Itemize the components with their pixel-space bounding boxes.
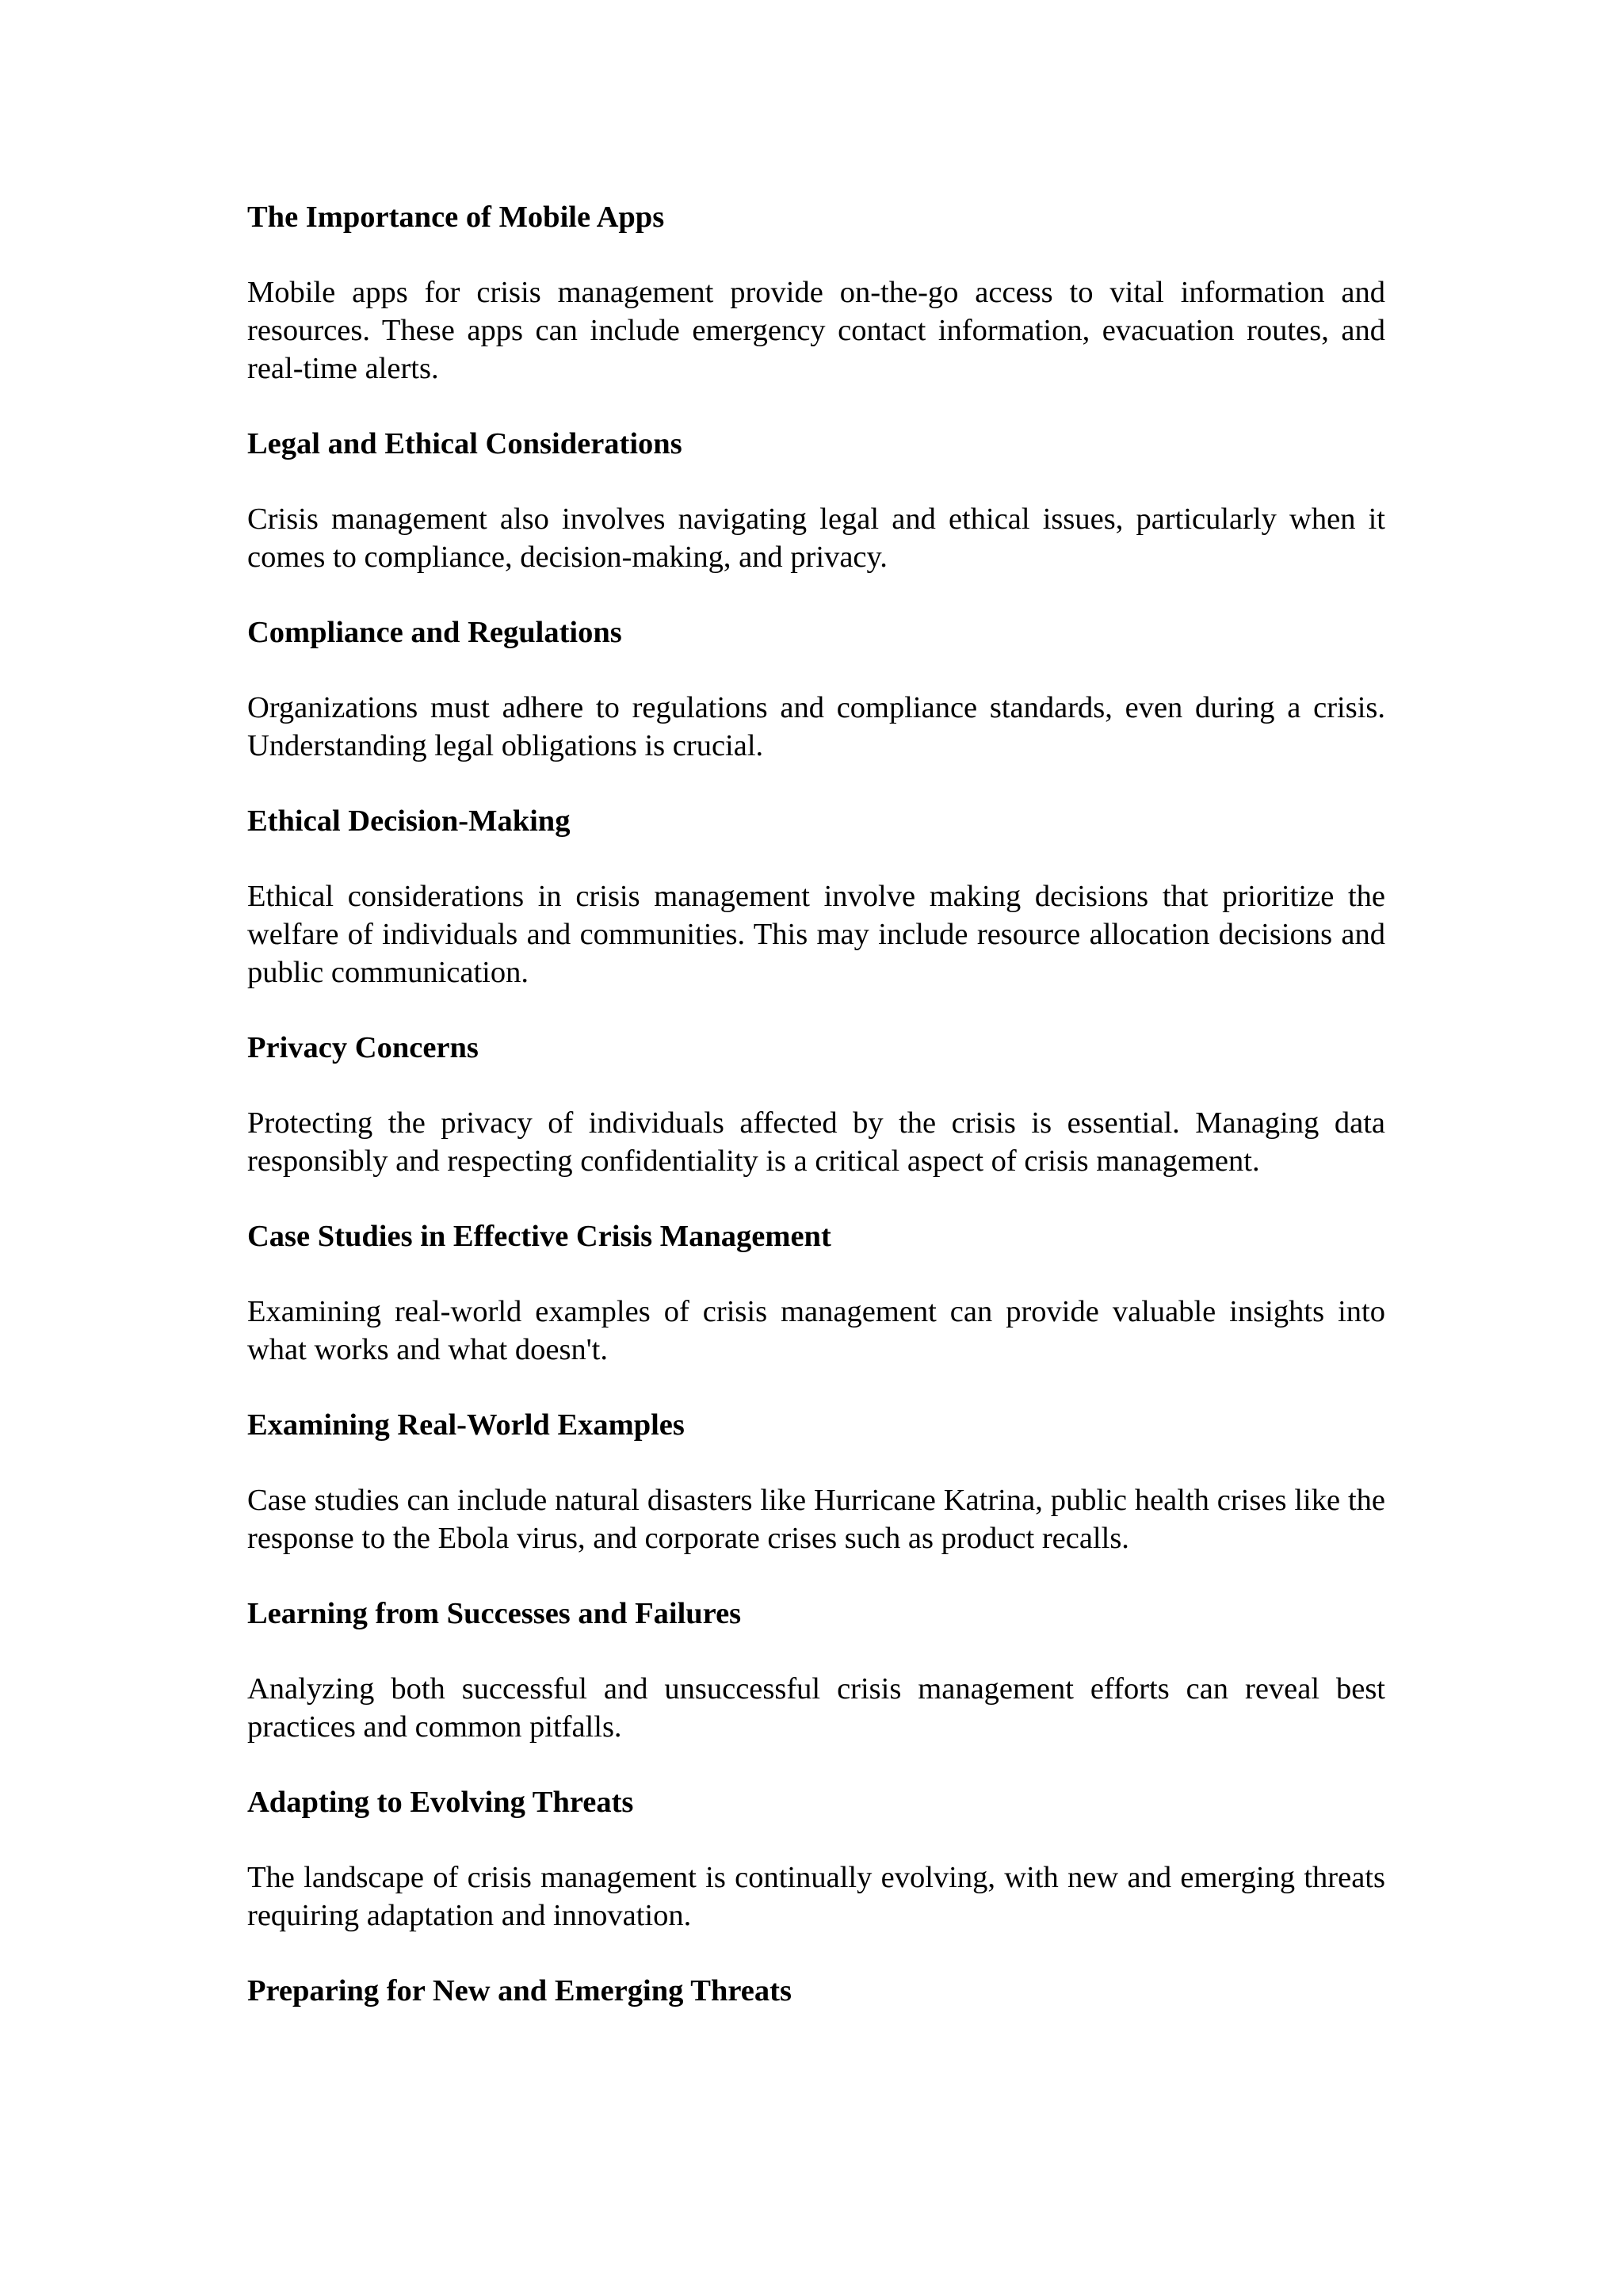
section-paragraph: Analyzing both successful and unsuccessful crisis management efforts can reveal best practices and common pitfalls. <box>247 1672 1385 1744</box>
section-paragraph: Protecting the privacy of individuals affected by the crisis is essential. Managing data responsibly and respecting confidentiality is a critical aspect of crisis management. <box>247 1106 1385 1178</box>
section-heading: Privacy Concerns <box>247 1031 479 1064</box>
section-paragraph: Ethical considerations in crisis management involve making decisions that prioritize the welfare of individuals and communities. This may include resource allocation decisions and public communication. <box>247 880 1385 989</box>
section-heading: Preparing for New and Emerging Threats <box>247 1974 792 2008</box>
section-heading: Ethical Decision-Making <box>247 804 571 838</box>
section-paragraph: Organizations must adhere to regulations and compliance standards, even during a crisis. Understanding legal obligations is crucial. <box>247 691 1385 762</box>
section-heading: Learning from Successes and Failures <box>247 1597 742 1630</box>
section-heading: Adapting to Evolving Threats <box>247 1786 634 1819</box>
section-heading: Case Studies in Effective Crisis Management <box>247 1220 831 1253</box>
section-paragraph: Examining real-world examples of crisis management can provide valuable insights into what works and what doesn't. <box>247 1295 1385 1366</box>
document-body <box>247 198 1385 2010</box>
section-paragraph: The landscape of crisis management is continually evolving, with new and emerging threats requiring adaptation and innovation. <box>247 1861 1385 1932</box>
section-heading: Examining Real-World Examples <box>247 1408 685 1442</box>
section-paragraph: Mobile apps for crisis management provide on-the-go access to vital information and resources. These apps can include emergency contact information, evacuation routes, and real-time alerts. <box>247 276 1385 385</box>
section-heading: Compliance and Regulations <box>247 616 622 649</box>
section-heading: Legal and Ethical Considerations <box>247 427 682 460</box>
section-paragraph: Case studies can include natural disasters like Hurricane Katrina, public health crises like the response to the Ebola virus, and corporate crises such as product recalls. <box>247 1484 1385 1555</box>
section-paragraph: Crisis management also involves navigating legal and ethical issues, particularly when it comes to compliance, decision-making, and privacy. <box>247 502 1385 574</box>
section-heading: The Importance of Mobile Apps <box>247 201 665 234</box>
